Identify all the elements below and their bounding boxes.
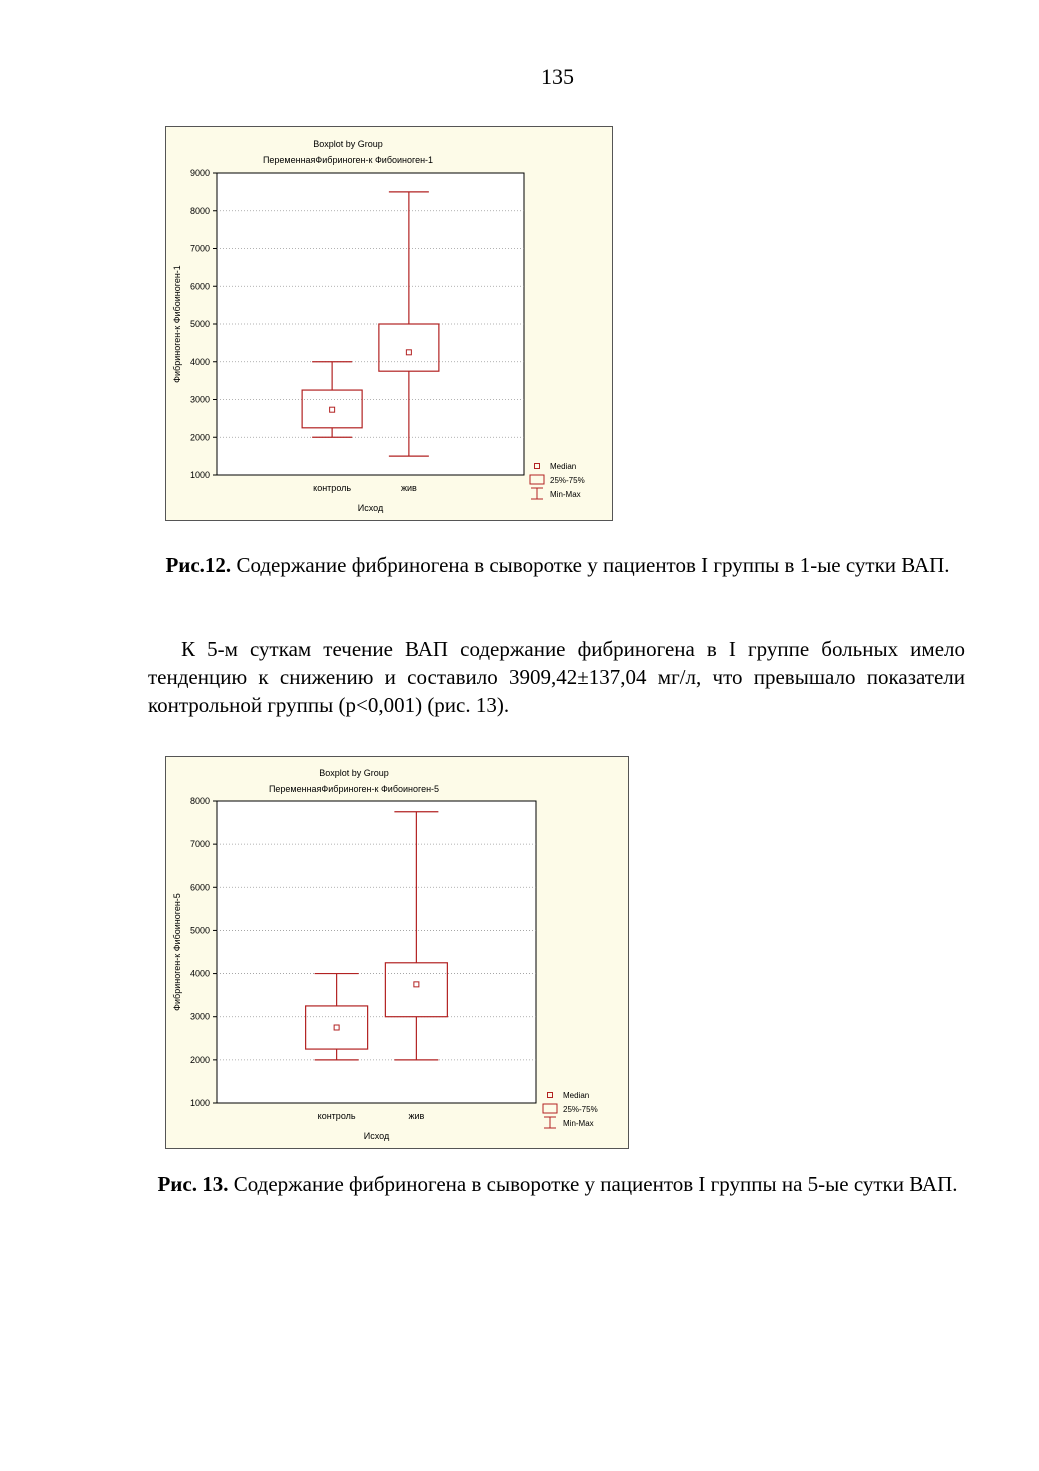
chart-subtitle: ПеременнаяФибриноген-к Фибоиноген-1 — [262, 155, 434, 165]
caption-text: Содержание фибриногена в сыворотке у пациентов I группы на 5-ые сутки ВАП. — [228, 1172, 958, 1196]
caption-label: Рис.12. — [165, 553, 232, 577]
y-tick-label: 5000 — [189, 925, 210, 936]
y-tick-label: 3000 — [189, 394, 210, 405]
legend-box-label: 25%-75% — [550, 476, 585, 485]
y-tick-label: 4000 — [189, 968, 210, 979]
legend-box-label: 25%-75% — [563, 1105, 598, 1114]
y-tick-label: 2000 — [189, 1054, 210, 1065]
y-tick-label: 3000 — [189, 1011, 210, 1022]
caption-text: Содержание фибриногена в сыворотке у пациентов I группы в 1-ые сутки ВАП. — [231, 553, 950, 577]
y-tick-label: 8000 — [189, 205, 210, 216]
figure-1-caption — [150, 544, 965, 586]
legend-box-swatch — [530, 475, 544, 484]
y-tick-label: 2000 — [189, 432, 210, 443]
y-axis-label: Фибриноген-к Фибоиноген-5 — [172, 893, 182, 1011]
y-tick-label: 7000 — [189, 243, 210, 254]
y-tick-label: 1000 — [189, 470, 210, 480]
legend-median-swatch — [548, 1093, 553, 1098]
chart-subtitle: ПеременнаяФибриноген-к Фибоиноген-5 — [268, 784, 440, 794]
figure-1-chart — [165, 126, 613, 521]
x-tick-label: жив — [400, 483, 417, 493]
y-tick-label: 9000 — [189, 168, 210, 178]
y-tick-label: 8000 — [189, 796, 210, 806]
figure-2-caption — [150, 1163, 965, 1205]
x-axis-label: Исход — [357, 503, 384, 513]
figure-2-chart — [165, 756, 629, 1149]
legend-median-swatch — [535, 464, 540, 469]
boxplot-chart-2 — [166, 757, 628, 1148]
chart-title: Boxplot by Group — [319, 768, 389, 778]
legend-minmax-label: Min-Max — [563, 1119, 594, 1128]
x-tick-label: контроль — [313, 483, 352, 493]
plot-area — [217, 801, 536, 1103]
chart-title: Boxplot by Group — [313, 139, 383, 149]
page-number: 135 — [541, 64, 574, 89]
legend-median-label: Median — [563, 1091, 590, 1100]
body-paragraph: К 5-м суткам течение ВАП содержание фибриногена в I группе больных имело тенденцию к снижению и составило 3909,42±137,04 мг/л, что превышало показатели контрольной группы (p<0,001) (рис. 13). — [148, 637, 965, 717]
legend-minmax-label: Min-Max — [550, 490, 581, 499]
x-axis-label: Исход — [363, 1131, 390, 1141]
y-tick-label: 1000 — [189, 1098, 210, 1108]
y-tick-label: 5000 — [189, 319, 210, 329]
y-tick-label: 6000 — [189, 281, 210, 292]
x-tick-label: жив — [408, 1111, 425, 1121]
y-tick-label: 7000 — [189, 839, 210, 850]
boxplot-chart-1 — [166, 127, 612, 520]
y-tick-label: 4000 — [189, 356, 210, 367]
legend-box-swatch — [543, 1104, 557, 1113]
y-axis-label: Фибриноген-к Фибоиноген-1 — [172, 265, 182, 383]
caption-label: Рис. 13. — [157, 1172, 229, 1196]
x-tick-label: контроль — [317, 1111, 356, 1121]
legend-median-label: Median — [550, 462, 577, 471]
y-tick-label: 6000 — [189, 882, 210, 893]
